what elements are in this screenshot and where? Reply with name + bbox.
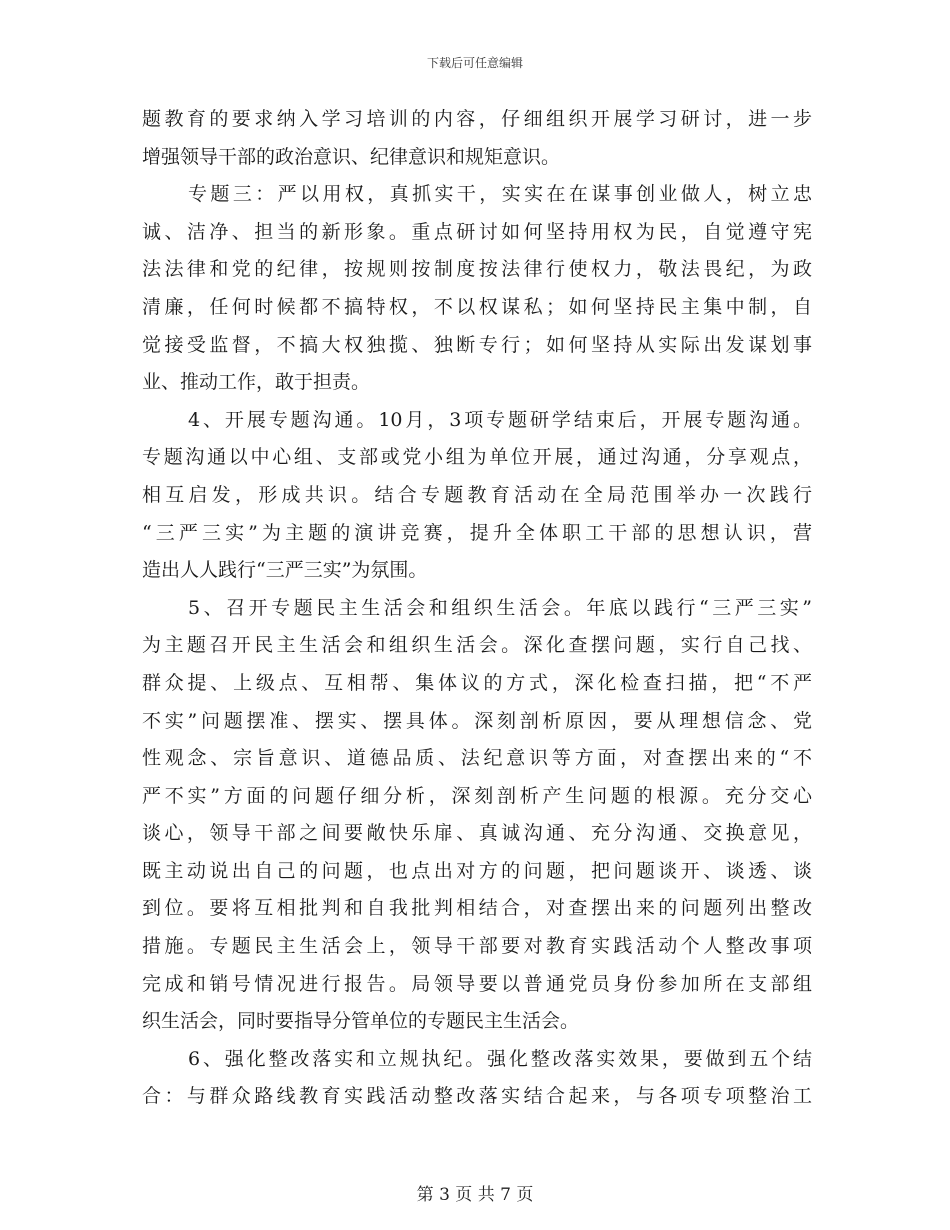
text-line: 题教育的要求纳入学习培训的内容，仔细组织开展学习研讨，进一步: [142, 108, 812, 130]
text-line: 群众提、上级点、互相帮、集体议的方式，深化检查扫描，把“不严: [142, 671, 812, 694]
text-line: 到位。要将互相批判和自我批判相结合，对查摆出来的问题列出整改: [142, 897, 812, 920]
body-text: [142, 101, 812, 1116]
page-header: 下载后可任意编辑: [426, 56, 523, 70]
page-footer: 第 3 页 共 7 页: [416, 1185, 534, 1205]
text-line: 专题三：严以用权，真抓实干，实实在在谋事创业做人，树立忠: [188, 183, 812, 206]
text-line: 诚、洁净、担当的新形象。重点研讨如何坚持用权为民，自觉遵守宪: [142, 220, 812, 243]
text-line: 不实”问题摆准、摆实、摆具体。深刻剖析原因，要从理想信念、党: [142, 709, 812, 732]
text-line: 性观念、宗旨意识、道德品质、法纪意识等方面，对查摆出来的“不: [142, 747, 812, 770]
text-line: 5、召开专题民主生活会和组织生活会。年底以践行“三严三实”: [188, 596, 812, 619]
text-line: 既主动说出自己的问题，也点出对方的问题，把问题谈开、谈透、谈: [142, 859, 812, 882]
text-line: 法法律和党的纪律，按规则按制度按法律行使权力，敬法畏纪，为政: [142, 258, 812, 281]
text-line: 造出人人践行“三严三实”为氛围。: [142, 559, 428, 582]
text-line: 谈心，领导干部之间要敞快乐扉、真诚沟通、充分沟通、交换意见，: [142, 822, 812, 845]
text-line: 织生活会，同时要指导分管单位的专题民主生活会。: [142, 1010, 580, 1033]
text-line: 严不实”方面的问题仔细分析，深刻剖析产生问题的根源。充分交心: [142, 784, 812, 807]
text-line: 增强领导干部的政治意识、纪律意识和规矩意识。: [142, 145, 561, 168]
text-line: 4、开展专题沟通。10月，3项专题研学结束后，开展专题沟通。: [188, 408, 812, 431]
text-line: 6、强化整改落实和立规执纪。强化整改落实效果，要做到五个结: [188, 1047, 812, 1070]
text-line: 清廉，任何时候都不搞特权，不以权谋私；如何坚持民主集中制，自: [142, 295, 812, 318]
text-line: 业、推动工作，敢于担责。: [142, 371, 371, 394]
text-line: 措施。专题民主生活会上，领导干部要对教育实践活动个人整改事项: [142, 935, 812, 958]
text-line: 相互启发，形成共识。结合专题教育活动在全局范围举办一次践行: [142, 483, 812, 506]
text-line: 完成和销号情况进行报告。局领导要以普通党员身份参加所在支部组: [142, 972, 812, 995]
text-line: 合：与群众路线教育实践活动整改落实结合起来，与各项专项整治工: [142, 1085, 812, 1108]
text-line: “三严三实”为主题的演讲竞赛，提升全体职工干部的思想认识，营: [142, 521, 812, 544]
text-line: 觉接受监督，不搞大权独揽、独断专行；如何坚持从实际出发谋划事: [142, 333, 812, 356]
text-line: 为主题召开民主生活会和组织生活会。深化查摆问题，实行自己找、: [142, 634, 812, 657]
text-line: 专题沟通以中心组、支部或党小组为单位开展，通过沟通，分享观点，: [142, 446, 812, 469]
